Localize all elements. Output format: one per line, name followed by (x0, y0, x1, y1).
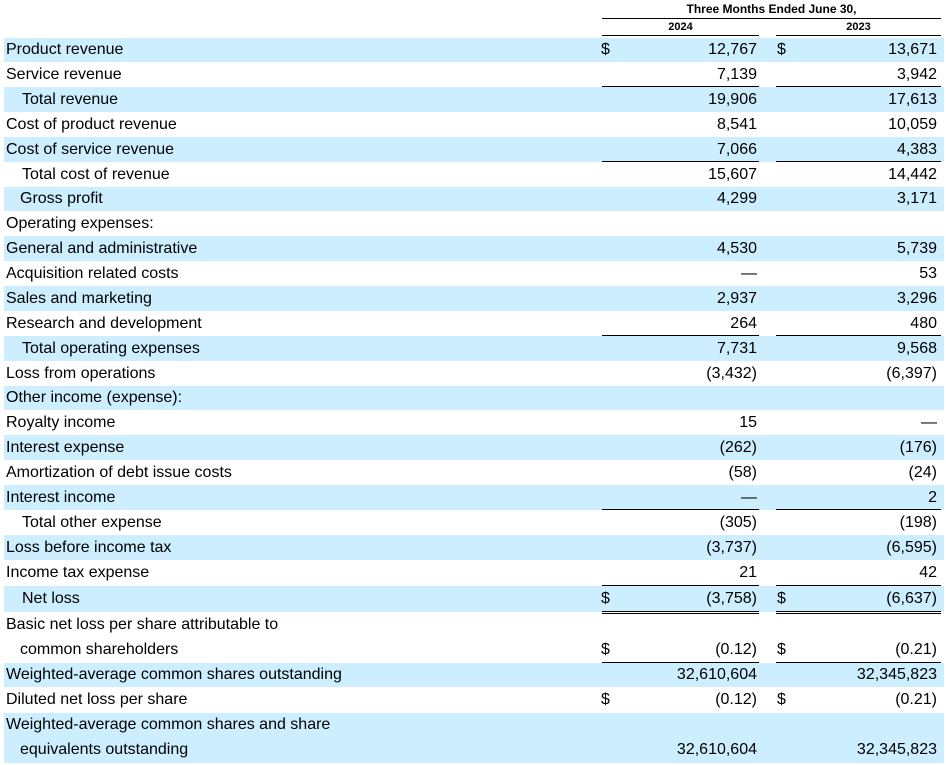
currency-symbol: $ (601, 41, 610, 58)
subtotal-rule (776, 335, 941, 336)
value-2024: 7,066 (716, 141, 757, 158)
value-2024: 15,607 (708, 166, 757, 183)
row-label: Interest expense (6, 439, 125, 456)
value-2023: 5,739 (896, 240, 937, 257)
value-2024: 7,139 (716, 66, 757, 83)
currency-symbol: $ (777, 590, 786, 607)
value-2024: 8,541 (716, 116, 757, 133)
value-2023: 3,171 (896, 190, 937, 207)
table-row (4, 361, 944, 386)
table-row (4, 38, 944, 62)
subtotal-rule (602, 335, 759, 336)
subtotal-rule (776, 86, 941, 87)
year-2024-header: 2024 (602, 19, 759, 36)
value-2023: (24) (908, 464, 937, 481)
value-2023: 2 (928, 489, 937, 506)
table-row (4, 510, 944, 535)
value-2024: 32,610,604 (676, 666, 757, 683)
row-label: Research and development (6, 315, 202, 332)
row-label: equivalents outstanding (20, 741, 189, 758)
row-label: Amortization of debt issue costs (6, 464, 232, 481)
subtotal-rule (602, 86, 759, 87)
row-label: Cost of product revenue (6, 116, 177, 133)
value-2024: — (741, 265, 757, 282)
value-2023: 3,296 (896, 290, 937, 307)
table-row (4, 687, 944, 713)
row-label: Royalty income (6, 414, 116, 431)
period-header: Three Months Ended June 30, (602, 0, 941, 19)
table-row (4, 286, 944, 311)
table-row (4, 612, 944, 637)
value-2023: 14,442 (888, 166, 937, 183)
value-2023: 9,568 (896, 340, 937, 357)
row-label: Interest income (6, 489, 116, 506)
table-row (4, 460, 944, 485)
value-2023: (0.21) (895, 641, 937, 658)
table-row (4, 62, 944, 87)
row-label: General and administrative (6, 240, 198, 257)
currency-symbol: $ (777, 691, 786, 708)
year-2023-header: 2023 (776, 19, 941, 36)
value-2024: (3,737) (706, 539, 757, 556)
table-row (4, 261, 944, 286)
value-2023: 42 (919, 564, 937, 581)
table-row (4, 112, 944, 137)
row-label: Total revenue (22, 91, 119, 108)
value-2023: 13,671 (888, 41, 937, 58)
table-row (4, 586, 944, 612)
value-2024: 264 (730, 315, 757, 332)
value-2024: — (741, 489, 757, 506)
value-2024: (0.12) (715, 641, 757, 658)
value-2023: 53 (919, 265, 937, 282)
row-label: Net loss (22, 590, 80, 607)
row-label: Loss from operations (6, 365, 156, 382)
subtotal-rule (776, 509, 941, 510)
subtotal-rule (602, 585, 759, 586)
table-row (4, 485, 944, 510)
table-row (4, 87, 944, 112)
subtotal-rule (776, 585, 941, 586)
value-2024: 12,767 (708, 41, 757, 58)
row-label: Total cost of revenue (22, 166, 170, 183)
table-row (4, 637, 944, 663)
table-row (4, 236, 944, 261)
row-label: Income tax expense (6, 564, 150, 581)
table-row (4, 386, 944, 410)
value-2023: (176) (899, 439, 937, 456)
value-2023: 32,345,823 (856, 741, 937, 758)
table-row (4, 137, 944, 162)
value-2024: (3,432) (706, 365, 757, 382)
value-2023: 17,613 (888, 91, 937, 108)
row-label: Weighted-average common shares outstanding (6, 666, 342, 683)
value-2023: (6,397) (886, 365, 937, 382)
table-row (4, 311, 944, 336)
row-label: Acquisition related costs (6, 265, 179, 282)
row-label: Operating expenses: (6, 215, 154, 232)
value-2023: (6,637) (886, 590, 937, 607)
value-2024: (3,758) (706, 590, 757, 607)
value-2023: 480 (910, 315, 937, 332)
value-2024: (262) (719, 439, 757, 456)
row-label: Diluted net loss per share (6, 691, 188, 708)
currency-symbol: $ (601, 590, 610, 607)
row-label: Total operating expenses (22, 340, 200, 357)
currency-symbol: $ (601, 691, 610, 708)
currency-symbol: $ (601, 641, 610, 658)
value-2023: (6,595) (886, 539, 937, 556)
table-row (4, 336, 944, 361)
subtotal-rule (602, 161, 759, 162)
subtotal-rule (776, 161, 941, 162)
table-row (4, 410, 944, 435)
table-row (4, 737, 944, 763)
value-2024: 21 (739, 564, 757, 581)
row-label: common shareholders (20, 641, 179, 658)
value-2024: 15 (739, 414, 757, 431)
value-2023: 10,059 (888, 116, 937, 133)
row-label: Basic net loss per share attributable to (6, 616, 279, 633)
value-2024: 19,906 (708, 91, 757, 108)
value-2023: — (921, 414, 937, 431)
value-2023: 3,942 (896, 66, 937, 83)
table-row (4, 162, 944, 187)
value-2024: 2,937 (716, 290, 757, 307)
value-2024: 7,731 (716, 340, 757, 357)
table-row (4, 211, 944, 236)
value-2024: (58) (728, 464, 757, 481)
row-label: Product revenue (6, 41, 124, 58)
row-label: Other income (expense): (6, 389, 183, 406)
value-2024: 32,610,604 (676, 741, 757, 758)
table-row (4, 663, 944, 687)
row-label: Service revenue (6, 66, 122, 83)
value-2024: 4,530 (716, 240, 757, 257)
subtotal-rule (602, 509, 759, 510)
table-row (4, 535, 944, 560)
currency-symbol: $ (777, 41, 786, 58)
row-label: Sales and marketing (6, 290, 152, 307)
value-2023: 32,345,823 (856, 666, 937, 683)
table-row (4, 435, 944, 460)
value-2024: 4,299 (716, 190, 757, 207)
value-2023: (198) (899, 514, 937, 531)
row-label: Weighted-average common shares and share (6, 716, 331, 733)
row-label: Loss before income tax (6, 539, 172, 556)
table-row (4, 713, 944, 737)
table-row (4, 187, 944, 211)
row-label: Total other expense (22, 514, 162, 531)
currency-symbol: $ (777, 641, 786, 658)
value-2023: (0.21) (895, 691, 937, 708)
value-2024: (305) (719, 514, 757, 531)
value-2024: (0.12) (715, 691, 757, 708)
value-2023: 4,383 (896, 141, 937, 158)
row-label: Cost of service revenue (6, 141, 175, 158)
row-label: Gross profit (20, 190, 103, 207)
table-row (4, 560, 944, 586)
